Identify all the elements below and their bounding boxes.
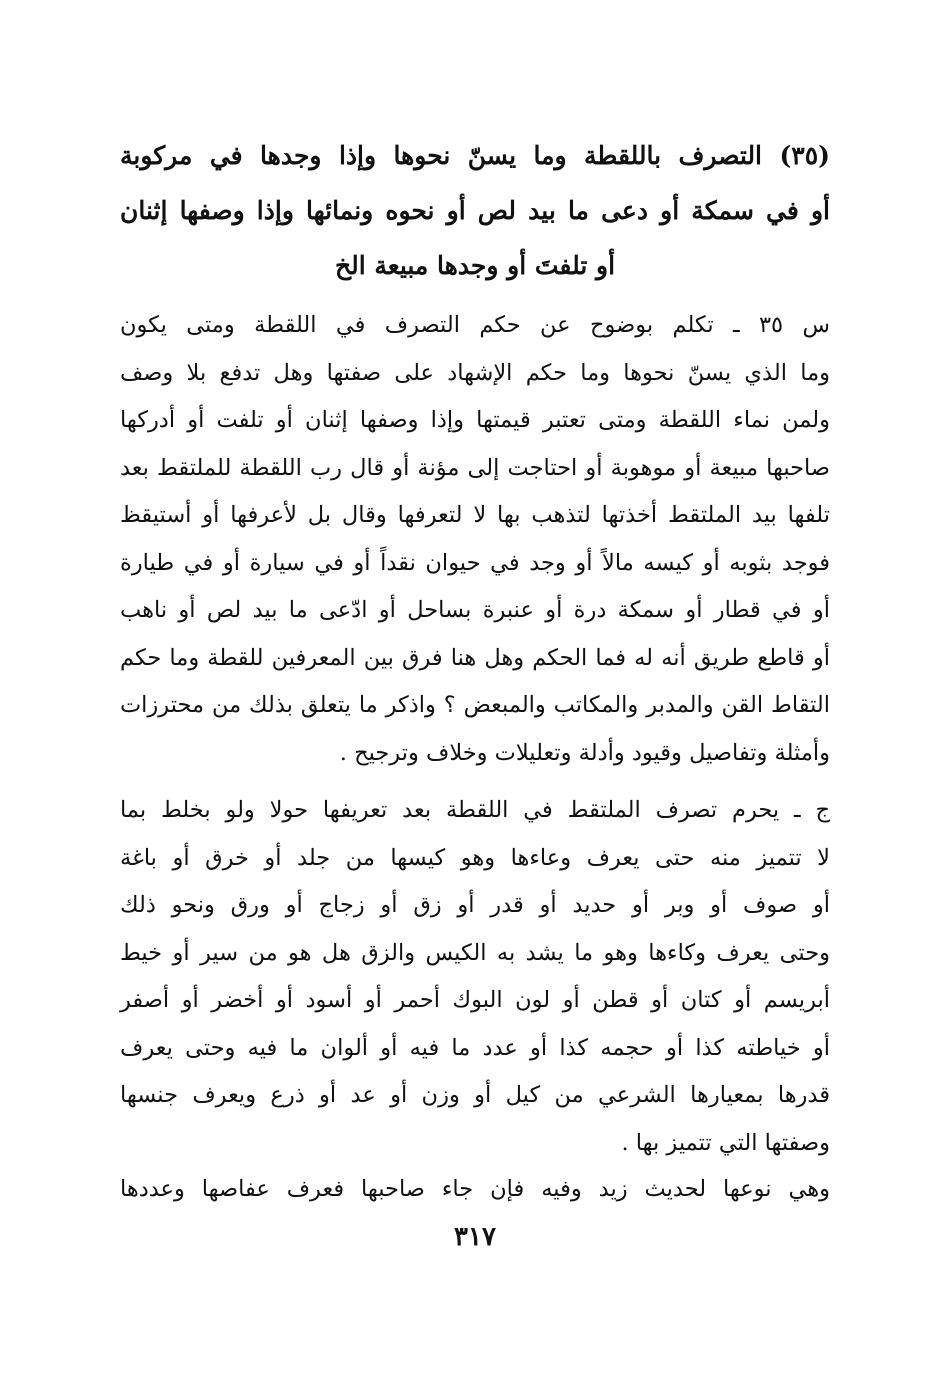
answer-line: قدرها بمعيارها الشرعي من كيل أو وزن أو عد أو ذرع ويعرف جنسها	[120, 1082, 830, 1108]
heading-line: أو في سمكة أو دعى ما بيد لص أو نحوه ونمائها وإذا وصفها إثنان	[120, 196, 830, 225]
page-number: ٣١٧	[454, 1222, 496, 1252]
question-line: وما الذي يسنّ نحوها وما حكم الإشهاد على صفتها وهل تدفع بلا وصف	[120, 359, 830, 386]
continuation-line: وهي نوعها لحديث زيد وفيه فإن جاء صاحبها فعرف عفاصها وعددها	[120, 1176, 830, 1202]
question-line: وأمثلة وتفاصيل وقيود وأدلة وتعليلات وخلاف وترجيح .	[339, 739, 830, 766]
heading-line: (٣٥) التصرف باللقطة وما يسنّ نحوها وإذا وجدها في مركوبة	[120, 141, 830, 170]
question-line: صاحبها مبيعة أو موهوبة أو احتاجت إلى مؤنة أو قال رب اللقطة للملتقط بعد	[120, 454, 830, 481]
answer-line: أو صوف أو وبر أو حديد أو قدر أو زق أو زجاج أو ورق ونحو ذلك	[120, 892, 830, 918]
question-line: س ٣٥ ـ تكلم بوضوح عن حكم التصرف في اللقطة ومتى يكون	[120, 312, 830, 338]
question-line: ولمن نماء اللقطة ومتى تعتبر قيمتها وإذا وصفها إثنان أو تلفت أو أدركها	[120, 407, 830, 433]
answer-paragraph	[120, 787, 830, 1167]
answer-line: وحتى يعرف وكاءها وهو ما يشد به الكيس والزق هل هو من سير أو خيط	[120, 939, 830, 966]
answer-line: لا تتميز منه حتى يعرف وعاءها وهو كيسها من جلد أو خرق أو باغة	[120, 844, 830, 871]
answer-line: أو خياطته كذا أو حجمه كذا أو عدد ما فيه أو ألوان ما فيه وحتى يعرف	[120, 1034, 830, 1061]
section-heading	[120, 128, 830, 293]
question-line: أو قاطع طريق أنه له فما الحكم وهل هنا فرق بين المعرفين للقطة وما حكم	[120, 644, 830, 671]
answer-line: ج ـ يحرم تصرف الملتقط في اللقطة بعد تعريفها حولا ولو بخلط بما	[120, 797, 830, 823]
question-line: فوجد بثوبه أو كيسه مالاً أو وجد في حيوان نقداً أو في سيارة أو في طيارة	[120, 549, 830, 576]
answer-line: وصفتها التي تتميز بها .	[621, 1129, 830, 1156]
question-line: أو في قطار أو سمكة درة أو عنبرة بساحل أو ادّعى ما بيد لص أو ناهب	[120, 597, 830, 623]
heading-line: أو تلفتَ أو وجدها مبيعة الخ	[334, 251, 616, 280]
answer-line: أبريسم أو كتان أو قطن أو لون البوك أحمر أو أسود أو أخضر أو أصفر	[120, 987, 831, 1013]
continuation-paragraph	[120, 1166, 830, 1214]
question-line: تلفها بيد الملتقط أخذتها لتذهب بها لا لتعرفها وقال بل لأعرفها أو أستيقظ	[120, 502, 830, 528]
question-line: التقاط القن والمدبر والمكاتب والمبعض ؟ واذكر ما يتعلق بذلك من محترزات	[120, 692, 830, 718]
question-paragraph	[120, 302, 830, 777]
